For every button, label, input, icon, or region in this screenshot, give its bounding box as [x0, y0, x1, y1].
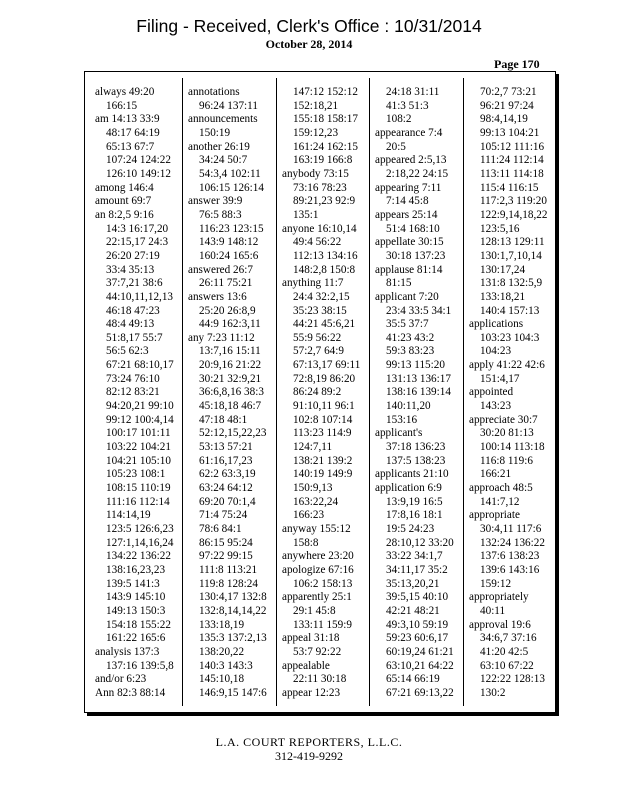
index-line: 103:22 104:21	[106, 441, 171, 454]
index-line: 139:6 143:16	[480, 563, 540, 576]
column-divider	[276, 78, 277, 706]
index-line: 140:4 157:13	[480, 304, 540, 317]
index-line: 17:8,16 18:1	[386, 509, 443, 522]
index-column-1	[95, 86, 181, 701]
index-line: and/or 6:23	[95, 673, 147, 686]
index-line: 113:23 114:9	[293, 427, 352, 440]
index-line: 150:19	[199, 126, 231, 139]
index-line: anything 11:7	[282, 277, 344, 290]
index-line: 41:23 43:2	[386, 331, 435, 344]
index-line: 127:1,14,16,24	[106, 536, 174, 549]
index-line: anyone 16:10,14	[282, 222, 357, 235]
index-line: 150:9,13	[293, 482, 333, 495]
index-line: always 49:20	[95, 86, 155, 98]
index-line: 69:20 70:1,4	[199, 495, 256, 508]
index-line: 104:21 105:10	[106, 454, 171, 467]
index-line: 35:13,20,21	[386, 577, 440, 590]
index-line: 98:4,14,19	[480, 113, 528, 126]
index-line: 34:11,17 35:2	[386, 563, 448, 576]
index-line: am 14:13 33:9	[95, 113, 160, 126]
index-line: 26:20 27:19	[106, 249, 160, 262]
index-line: 44:9 162:3,11	[199, 318, 261, 331]
index-line: 19:5 24:23	[386, 523, 435, 535]
index-line: appealable	[282, 659, 330, 672]
index-line: applicant's	[375, 427, 423, 440]
footer-firm: L.A. COURT REPORTERS, L.L.C.	[215, 735, 403, 749]
index-line: 29:1 45:8	[293, 604, 336, 617]
index-line: 154:18 155:22	[106, 618, 171, 631]
index-line: 131:8 132:5,9	[480, 277, 543, 290]
index-line: 135:1	[293, 208, 319, 221]
index-line: 30:18 137:23	[386, 249, 446, 262]
index-line: 151:4,17	[480, 372, 520, 385]
index-line: 137:16 139:5,8	[106, 659, 174, 672]
index-line: 35:23 38:15	[293, 304, 347, 317]
index-line: 102:8 107:14	[293, 413, 353, 426]
index-line: 37:18 136:23	[386, 441, 446, 454]
index-line: applicant 7:20	[375, 290, 439, 303]
index-line: 62:2 63:3,19	[199, 468, 256, 481]
index-column-5	[469, 86, 555, 701]
index-line: 59:23 60:6,17	[386, 632, 449, 645]
index-line: Ann 82:3 88:14	[95, 686, 166, 699]
index-line: 139:5 141:3	[106, 577, 160, 590]
index-line: 163:22,24	[293, 495, 339, 508]
index-line: 117:2,3 119:20	[480, 195, 547, 208]
index-line: 51:4 168:10	[386, 222, 440, 235]
index-line: 41:20 42:5	[480, 645, 529, 658]
index-line: 145:10,18	[199, 673, 245, 686]
index-line: 44:10,11,12,13	[106, 290, 174, 303]
index-line: 116:8 119:6	[480, 454, 533, 467]
index-line: 49:4 56:22	[293, 236, 342, 249]
index-line: 137:6 138:23	[480, 550, 540, 563]
index-line: 54:3,4 102:11	[199, 167, 261, 180]
index-line: 65:14 66:19	[386, 673, 440, 686]
index-line: 39:5,15 40:10	[386, 591, 449, 604]
index-line: 99:12 100:4,14	[106, 413, 174, 426]
index-line: 86:24 89:2	[293, 386, 342, 399]
index-line: 28:10,12 33:20	[386, 536, 454, 549]
index-line: 34:6,7 37:16	[480, 632, 537, 645]
index-line: application 6:9	[375, 482, 442, 495]
index-line: 61:16,17,23	[199, 454, 253, 467]
index-line: 99:13 115:20	[386, 359, 445, 372]
index-line: apparently 25:1	[282, 591, 352, 604]
index-line: 70:2,7 73:21	[480, 86, 537, 98]
index-line: 30:4,11 117:6	[480, 523, 542, 535]
index-column-2	[188, 86, 274, 701]
footer-phone: 312-419-9292	[275, 749, 343, 763]
index-line: any 7:23 11:12	[188, 331, 255, 344]
index-line: 111:8 113:21	[199, 563, 258, 576]
index-line: 22:11 30:18	[293, 673, 347, 686]
index-line: 89:21,23 92:9	[293, 195, 356, 208]
index-line: 57:2,7 64:9	[293, 345, 344, 358]
index-line: 166:21	[480, 468, 512, 481]
index-line: 13:7,16 15:11	[199, 345, 261, 358]
index-line: 60:19,24 61:21	[386, 645, 454, 658]
index-line: 22:15,17 24:3	[106, 236, 169, 249]
index-line: 106:15 126:14	[199, 181, 264, 194]
index-line: 148:2,8 150:8	[293, 263, 356, 276]
index-line: 104:23	[480, 345, 512, 358]
index-line: 7:14 45:8	[386, 195, 429, 208]
index-line: 65:13 67:7	[106, 140, 155, 153]
index-line: 152:18,21	[293, 99, 339, 112]
index-line: 143:9 148:12	[199, 236, 259, 249]
index-line: 105:12 111:16	[480, 140, 545, 153]
index-line: 30:20 81:13	[480, 427, 534, 440]
index-line: 20:9,16 21:22	[199, 359, 262, 372]
index-line: 44:21 45:6,21	[293, 318, 356, 331]
index-line: 33:22 34:1,7	[386, 550, 443, 563]
index-line: announcements	[188, 113, 258, 126]
index-line: 143:23	[480, 400, 512, 413]
index-line: 99:13 104:21	[480, 126, 540, 139]
index-line: 63:10,21 64:22	[386, 659, 454, 672]
index-line: 48:4 49:13	[106, 318, 155, 331]
index-line: 135:3 137:2,13	[199, 632, 267, 645]
index-line: 76:5 88:3	[199, 208, 242, 221]
index-line: 161:22 165:6	[106, 632, 166, 645]
index-line: 59:3 83:23	[386, 345, 435, 358]
index-line: 147:12 152:12	[293, 86, 358, 98]
index-line: 138:16 139:14	[386, 386, 451, 399]
index-line: 128:13 129:11	[480, 236, 545, 249]
index-line: appears 25:14	[375, 208, 438, 221]
index-line: 56:5 62:3	[106, 345, 149, 358]
index-line: 108:2	[386, 113, 412, 126]
index-line: 130:1,7,10,14	[480, 249, 542, 262]
index-column-4	[375, 86, 461, 701]
index-line: 53:7 92:22	[293, 645, 342, 658]
index-line: 116:23 123:15	[199, 222, 264, 235]
index-line: 133:18,19	[199, 618, 245, 631]
index-line: 82:12 83:21	[106, 386, 160, 399]
index-line: 137:5 138:23	[386, 454, 446, 467]
index-line: 123:5,16	[480, 222, 520, 235]
index-line: 107:24 124:22	[106, 154, 171, 167]
index-line: 114:14,19	[106, 509, 151, 522]
header-date: October 28, 2014	[265, 37, 353, 51]
index-line: 48:17 64:19	[106, 126, 160, 139]
index-line: 106:2 158:13	[293, 577, 353, 590]
index-line: an 8:2,5 9:16	[95, 208, 154, 221]
index-line: 123:5 126:6,23	[106, 523, 174, 535]
index-line: 13:9,19 16:5	[386, 495, 443, 508]
index-line: 63:10 67:22	[480, 659, 534, 672]
index-line: 45:18,18 46:7	[199, 400, 262, 413]
index-line: apologize 67:16	[282, 563, 354, 576]
index-line: 97:22 99:15	[199, 550, 253, 563]
index-line: 130:2	[480, 686, 506, 699]
index-line: 81:15	[386, 277, 412, 290]
index-line: 158:8	[293, 536, 319, 549]
index-line: 33:4 35:13	[106, 263, 155, 276]
index-line: 30:21 32:9,21	[199, 372, 262, 385]
index-line: 126:10 149:12	[106, 167, 171, 180]
index-line: appointed	[469, 386, 514, 399]
index-line: 155:18 158:17	[293, 113, 358, 126]
index-line: amount 69:7	[95, 195, 152, 208]
index-line: 73:16 78:23	[293, 181, 347, 194]
index-line: applications	[469, 318, 524, 331]
index-line: 51:8,17 55:7	[106, 331, 163, 344]
index-line: 63:24 64:12	[199, 482, 253, 495]
index-line: 141:7,12	[480, 495, 520, 508]
index-line: 111:16 112:14	[106, 495, 170, 508]
index-line: 140:19 149:9	[293, 468, 353, 481]
index-line: appellate 30:15	[375, 236, 444, 249]
index-line: 26:11 75:21	[199, 277, 253, 290]
index-line: 96:24 137:11	[199, 99, 258, 112]
index-page-frame	[84, 71, 556, 713]
index-line: 161:24 162:15	[293, 140, 358, 153]
index-line: appropriate	[469, 509, 520, 522]
index-line: applause 81:14	[375, 263, 443, 276]
index-line: 140:11,20	[386, 400, 431, 413]
index-line: 25:20 26:8,9	[199, 304, 256, 317]
index-line: 42:21 48:21	[386, 604, 440, 617]
index-line: 71:4 75:24	[199, 509, 248, 522]
index-line: 73:24 76:10	[106, 372, 160, 385]
index-line: 23:4 33:5 34:1	[386, 304, 452, 317]
index-line: 94:20,21 99:10	[106, 400, 174, 413]
index-line: 149:13 150:3	[106, 604, 166, 617]
index-line: appearance 7:4	[375, 126, 443, 139]
index-line: 140:3 143:3	[199, 659, 253, 672]
index-line: applicants 21:10	[375, 468, 449, 481]
index-line: 100:14 113:18	[480, 441, 545, 454]
index-line: 47:18 48:1	[199, 413, 248, 426]
index-line: anyway 155:12	[282, 523, 351, 535]
index-line: 2:18,22 24:15	[386, 167, 449, 180]
index-line: appeal 31:18	[282, 632, 340, 645]
index-line: 46:18 47:23	[106, 304, 160, 317]
index-line: 108:15 110:19	[106, 482, 171, 495]
index-line: 40:11	[480, 604, 506, 617]
index-line: 159:12,23	[293, 126, 339, 139]
index-line: answers 13:6	[188, 290, 247, 303]
index-line: 35:5 37:7	[386, 318, 429, 331]
index-line: 163:19 166:8	[293, 154, 353, 167]
index-line: 138:20,22	[199, 645, 245, 658]
index-line: 96:21 97:24	[480, 99, 534, 112]
index-line: appreciate 30:7	[469, 413, 538, 426]
index-line: 159:12	[480, 577, 512, 590]
index-line: appropriately	[469, 591, 529, 604]
index-line: 14:3 16:17,20	[106, 222, 169, 235]
index-line: anywhere 23:20	[282, 550, 354, 563]
index-line: 41:3 51:3	[386, 99, 429, 112]
index-line: 115:4 116:15	[480, 181, 539, 194]
index-line: 138:16,23,23	[106, 563, 166, 576]
index-line: 133:18,21	[480, 290, 526, 303]
index-line: 67:21 69:13,22	[386, 686, 454, 699]
index-line: analysis 137:3	[95, 645, 160, 658]
index-line: 67:13,17 69:11	[293, 359, 361, 372]
filing-stamp: Filing - Received, Clerk's Office : 10/31/2014	[136, 16, 482, 36]
index-line: 49:3,10 59:19	[386, 618, 449, 631]
index-line: 166:23	[293, 509, 325, 522]
index-line: 130:4,17 132:8	[199, 591, 267, 604]
index-line: 122:9,14,18,22	[480, 208, 548, 221]
index-line: 132:8,14,14,22	[199, 604, 267, 617]
index-line: anybody 73:15	[282, 167, 349, 180]
index-line: approval 19:6	[469, 618, 531, 631]
index-line: 86:15 95:24	[199, 536, 253, 549]
index-line: 112:13 134:16	[293, 249, 358, 262]
index-line: appeared 2:5,13	[375, 154, 447, 167]
index-line: 55:9 56:22	[293, 331, 342, 344]
index-line: another 26:19	[188, 140, 250, 153]
index-line: 113:11 114:18	[480, 167, 544, 180]
index-line: 53:13 57:21	[199, 441, 253, 454]
index-line: 105:23 108:1	[106, 468, 166, 481]
index-line: answer 39:9	[188, 195, 243, 208]
page-number: Page 170	[494, 57, 540, 71]
index-line: among 146:4	[95, 181, 154, 194]
index-line: 103:23 104:3	[480, 331, 540, 344]
column-divider	[182, 78, 183, 706]
index-line: 134:22 136:22	[106, 550, 171, 563]
index-line: 122:22 128:13	[480, 673, 545, 686]
index-line: 34:24 50:7	[199, 154, 248, 167]
index-line: appear 12:23	[282, 686, 341, 699]
index-line: 24:4 32:2,15	[293, 290, 350, 303]
index-line: 20:5	[386, 140, 406, 153]
index-column-3	[282, 86, 368, 701]
index-line: approach 48:5	[469, 482, 533, 495]
index-line: 78:6 84:1	[199, 523, 242, 535]
index-line: 91:10,11 96:1	[293, 400, 355, 413]
index-line: 160:24 165:6	[199, 249, 259, 262]
index-line: annotations	[188, 86, 240, 98]
column-divider	[369, 78, 370, 706]
index-line: 133:11 159:9	[293, 618, 352, 631]
index-line: answered 26:7	[188, 263, 253, 276]
index-line: 138:21 139:2	[293, 454, 353, 467]
index-line: 166:15	[106, 99, 138, 112]
index-line: 72:8,19 86:20	[293, 372, 356, 385]
index-line: 24:18 31:11	[386, 86, 440, 98]
index-line: 143:9 145:10	[106, 591, 166, 604]
index-line: 130:17,24	[480, 263, 526, 276]
index-line: apply 41:22 42:6	[469, 359, 545, 372]
index-line: 124:7,11	[293, 441, 333, 454]
index-line: 67:21 68:10,17	[106, 359, 174, 372]
index-line: 119:8 128:24	[199, 577, 258, 590]
index-line: 36:6,8,16 38:3	[199, 386, 264, 399]
index-line: 111:24 112:14	[480, 154, 544, 167]
index-line: 100:17 101:11	[106, 427, 171, 440]
index-line: 37:7,21 38:6	[106, 277, 163, 290]
column-divider	[463, 78, 464, 706]
index-line: 131:13 136:17	[386, 372, 451, 385]
index-line: 52:12,15,22,23	[199, 427, 267, 440]
index-line: 146:9,15 147:6	[199, 686, 267, 699]
index-line: 132:24 136:22	[480, 536, 545, 549]
index-line: appearing 7:11	[375, 181, 442, 194]
index-line: 153:16	[386, 413, 418, 426]
